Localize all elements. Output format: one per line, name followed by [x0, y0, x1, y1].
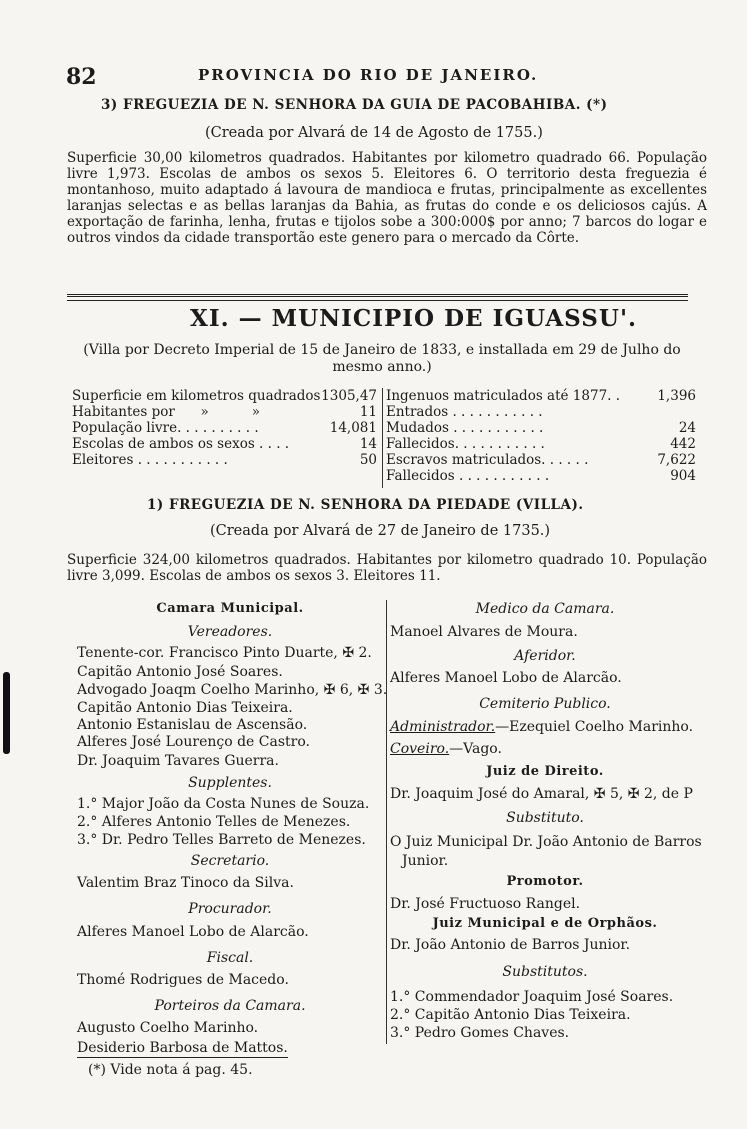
stat-value: 14,081 [329, 420, 377, 436]
stats-left [72, 388, 377, 468]
stat-value: 11 [359, 404, 377, 420]
medico-heading: Medico da Camara. [475, 601, 615, 617]
section-1-creation: (Creada por Alvará de 27 de Janeiro de 1735.) [210, 523, 551, 539]
coveiro-label: Coveiro. [390, 741, 450, 757]
list-item: 1.° Commendador Joaquim José Soares. [390, 988, 674, 1005]
section-3-text: Superficie 30,00 kilometros quadrados. Habitantes por kilometro quadrado 66. População livre 1,973. Escolas de ambos os sexos 5. Eleitores 6. O territorio desta freguezia é montanhoso, muito adaptado á lavoura de mandioca e frutas, principalmente as excellentes laranjas selectas e as bellas laranjas da Bahia, as frutas do conde e os deliciosos cajús. A exportação de farinha, lenha, frutas e tijolos sobe a 300:000$ por anno; 7 barcos do logar e outros vindos da cidade transportão este genero para o mercado da Côrte. [67, 150, 707, 246]
stat-row [386, 436, 696, 452]
stat-value: 1,396 [657, 388, 696, 404]
right-column [390, 598, 700, 1042]
stat-value: 442 [670, 436, 696, 452]
running-header: PROVINCIA DO RIO DE JANEIRO. [198, 66, 539, 84]
procurador-heading: Procurador. [188, 901, 272, 917]
column-divider [386, 600, 387, 1044]
coveiro-line [390, 738, 700, 761]
list-item: 3.° Dr. Pedro Telles Barreto de Menezes. [77, 831, 366, 848]
list-item: 2.° Alferes Antonio Telles de Menezes. [77, 813, 351, 830]
stat-value: 7,622 [657, 452, 696, 468]
juiz-direito-heading: Juiz de Direito. [486, 763, 604, 779]
rule [67, 300, 688, 301]
juiz-direito-name: Dr. Joaquim José do Amaral, ✠ 5, ✠ 2, de P [390, 786, 693, 802]
fiscal-heading: Fiscal. [206, 949, 254, 966]
stat-label: Escravos matriculados. . . . . . [386, 452, 589, 468]
stat-value: 14 [359, 436, 377, 452]
substituto-heading: Substituto. [506, 810, 584, 826]
promotor-name: Dr. José Fructuoso Rangel. [390, 895, 581, 912]
stat-label: Habitantes por » » [72, 404, 260, 420]
list-item: Antonio Estanislau de Ascensão. [77, 717, 308, 733]
section-3-title: 3) FREGUEZIA DE N. SENHORA DA GUIA DE PACOBAHIBA. (*) [101, 97, 608, 113]
vereadores-heading: Vereadores. [187, 623, 273, 640]
stats-divider [382, 388, 383, 488]
stat-label: Fallecidos . . . . . . . . . . . [386, 468, 550, 484]
secretario-heading: Secretario. [190, 852, 270, 869]
list-item: Capitão Antonio José Soares. [77, 664, 283, 680]
list-item: Tenente-cor. Francisco Pinto Duarte, ✠ 2. [77, 645, 372, 661]
aferidor-name: Alferes Manoel Lobo de Alarcão. [390, 670, 622, 686]
stat-row [386, 404, 696, 420]
list-item: 2.° Capitão Antonio Dias Teixeira. [390, 1006, 631, 1023]
camara-column [77, 598, 388, 1060]
stat-label: Fallecidos. . . . . . . . . . . [386, 436, 545, 452]
stat-label: Mudados . . . . . . . . . . . [386, 420, 544, 436]
list-item: Alferes José Lourenço de Castro. [77, 734, 310, 750]
stat-row [72, 420, 377, 436]
stat-label: Escolas de ambos os sexos . . . . [72, 436, 290, 452]
stats-right [386, 388, 696, 484]
fiscal-name: Thomé Rodrigues de Macedo. [77, 972, 289, 988]
list-item: Augusto Coelho Marinho. [77, 1020, 259, 1036]
administrador-name: —Ezequiel Coelho Marinho. [495, 718, 694, 735]
municipio-title: XI. — MUNICIPIO DE IGUASSU'. [190, 305, 637, 332]
stat-row [386, 420, 696, 436]
stat-label: Entrados . . . . . . . . . . . [386, 404, 543, 420]
stat-row [72, 452, 377, 468]
procurador-name: Alferes Manoel Lobo de Alarcão. [77, 923, 309, 940]
juiz-municipal-name: Dr. João Antonio de Barros Junior. [390, 936, 631, 953]
stat-row [72, 404, 377, 420]
promotor-heading: Promotor. [506, 874, 584, 889]
stat-value: 904 [670, 468, 696, 484]
section-1-text: Superficie 324,00 kilometros quadrados. Habitantes por kilometro quadrado 10. População livre 3,099. Escolas de ambos os sexos 3. Eleitores 11. [67, 552, 707, 584]
secretario-name: Valentim Braz Tinoco da Silva. [77, 875, 294, 891]
stat-label: Superficie em kilometros quadrados [72, 388, 321, 404]
stat-row [72, 436, 377, 452]
cemiterio-heading: Cemiterio Publico. [479, 696, 611, 712]
aferidor-heading: Aferidor. [514, 647, 576, 664]
section-3-creation: (Creada por Alvará de 14 de Agosto de 1755.) [205, 125, 543, 141]
list-item: 1.° Major João da Costa Nunes de Souza. [77, 795, 370, 812]
margin-ink-mark [3, 672, 10, 754]
stat-row [386, 452, 696, 468]
stat-label: Eleitores . . . . . . . . . . . [72, 452, 228, 468]
stat-row [72, 388, 377, 404]
footnote: (*) Vide nota á pag. 45. [88, 1062, 253, 1078]
section-1-title: 1) FREGUEZIA DE N. SENHORA DA PIEDADE (VILLA). [147, 497, 584, 513]
list-item: Advogado Joaqm Coelho Marinho, ✠ 6, ✠ 3. [77, 682, 388, 698]
administrador-label: Administrador. [390, 718, 496, 735]
stat-value: 1305,47 [321, 388, 377, 404]
list-item: Dr. Joaquim Tavares Guerra. [77, 753, 279, 769]
stat-row [386, 388, 696, 404]
substituto-line-1: O Juiz Municipal Dr. João Antonio de Barros [390, 834, 702, 850]
medico-name: Manoel Alvares de Moura. [390, 623, 578, 640]
substitutos-heading: Substitutos. [502, 963, 588, 980]
list-item: 3.° Pedro Gomes Chaves. [390, 1024, 570, 1041]
stat-label: Ingenuos matriculados até 1877. . [386, 388, 621, 404]
list-item: Desiderio Barbosa de Mattos. [77, 1040, 288, 1056]
double-rule [67, 294, 688, 297]
juiz-municipal-heading: Juiz Municipal e de Orphãos. [432, 915, 658, 931]
municipio-creation: (Villa por Decreto Imperial de 15 de Janeiro de 1833, e installada em 29 de Julho do mesmo anno.) [83, 342, 681, 375]
page-number: 82 [66, 64, 97, 90]
stat-row [386, 468, 696, 484]
porteiros-heading: Porteiros da Camara. [154, 998, 306, 1014]
substituto-line-2: Junior. [402, 853, 449, 869]
supplentes-heading: Supplentes. [188, 775, 272, 791]
stat-value: 24 [678, 420, 696, 436]
camara-title: Camara Municipal. [156, 601, 304, 616]
stat-value: 50 [359, 452, 377, 468]
stat-label: População livre. . . . . . . . . . [72, 420, 259, 436]
administrador-line [390, 716, 700, 739]
list-item: Capitão Antonio Dias Teixeira. [77, 700, 293, 716]
coveiro-value: —Vago. [449, 741, 502, 757]
